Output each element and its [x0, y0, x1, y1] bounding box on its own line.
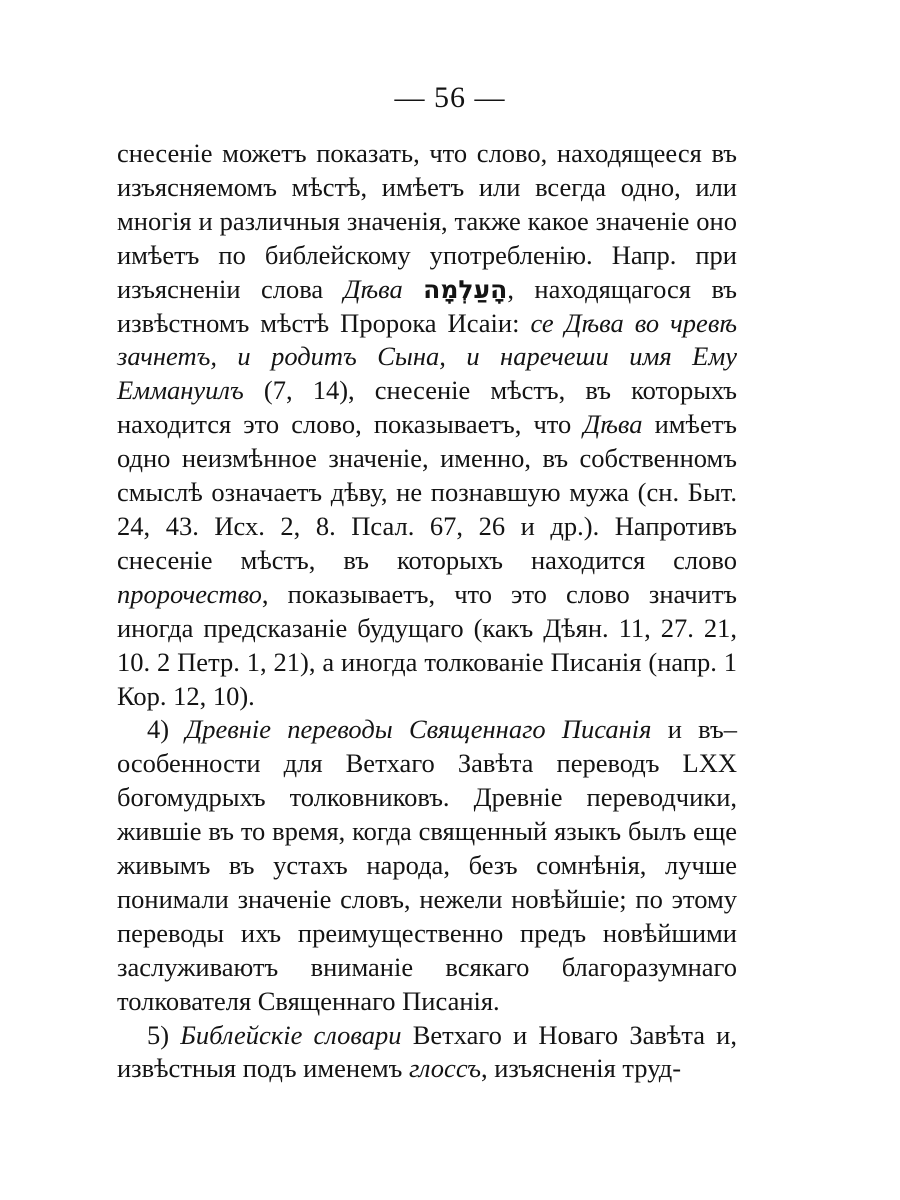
- text-run: 5): [147, 1019, 181, 1050]
- text-run: 4): [147, 714, 186, 745]
- italic-phrase: Библейскіе словари: [180, 1019, 402, 1050]
- page-number: — 56 —: [394, 81, 506, 114]
- text-run: имѣетъ одно неизмѣнное значеніе, именно, въ собственномъ смыслѣ означаетъ дѣву, не познавшую мужа (сн. Быт. 24, 43. Исх. 2, 8. Псал. 67, 26 и др.). Напротивъ снесеніе мѣстъ, въ которыхъ находится слово: [117, 409, 737, 575]
- text-run: и въ–особенности для Ветхаго Завѣта переводъ LXX богомудрыхъ толковниковъ. Древніе переводчики, жившіе въ то время, когда священный языкъ былъ еще живымъ въ устахъ народа, безъ сомнѣнія, лучше понимали значеніе словъ, нежели новѣйшіе; по этому переводы ихъ преимущественно предъ новѣйшими заслуживаютъ вниманіе всякаго благоразумнаго толкователя Священнаго Писанія.: [117, 714, 737, 1016]
- italic-phrase: Древніе переводы Священнаго Писанія: [185, 714, 652, 745]
- paragraph-continuation: [117, 137, 737, 713]
- text-run: [403, 274, 423, 304]
- paragraph-item-5: [117, 1019, 737, 1087]
- text-run: , показываетъ, что это слово значитъ иногда предсказаніе будущаго (какъ Дѣян. 11, 27. 21, 10. 2 Петр. 1, 21), а иногда толкованіе Писанія (напр. 1 Кор. 12, 10).: [117, 578, 737, 711]
- text-run: Ветхаго и Новаго Завѣта и, извѣстныя подъ именемъ: [117, 1019, 737, 1084]
- text-run: снесеніе можетъ показать, что слово, находящееся въ изъясняемомъ мѣстѣ, имѣетъ или всегда одно, или многія и различныя значенія, также какое значеніе оно имѣетъ по библейскому употребленію. Напр. при изъясненіи слова: [117, 138, 737, 304]
- text-run: (7, 14), снесеніе мѣстъ, въ которыхъ находится это слово, показываетъ, что: [117, 375, 737, 440]
- paragraph-item-4: [117, 713, 737, 1018]
- italic-phrase: Дѣва: [583, 409, 643, 440]
- body-text: [117, 137, 737, 1086]
- hebrew-word: הָעַלְמָה: [423, 274, 508, 304]
- italic-phrase: се Дѣва во чревѣ зачнетъ, и родитъ Сына, и наречеши имя Ему Еммануилъ: [117, 307, 737, 406]
- text-run: , изъясненія труд-: [480, 1053, 682, 1084]
- italic-phrase: глоссъ: [408, 1053, 481, 1084]
- italic-phrase: пророчество: [117, 578, 262, 609]
- italic-phrase: Дѣва: [343, 273, 403, 304]
- text-run: , находящагося въ извѣстномъ мѣстѣ Пророка Исаіи:: [117, 273, 738, 338]
